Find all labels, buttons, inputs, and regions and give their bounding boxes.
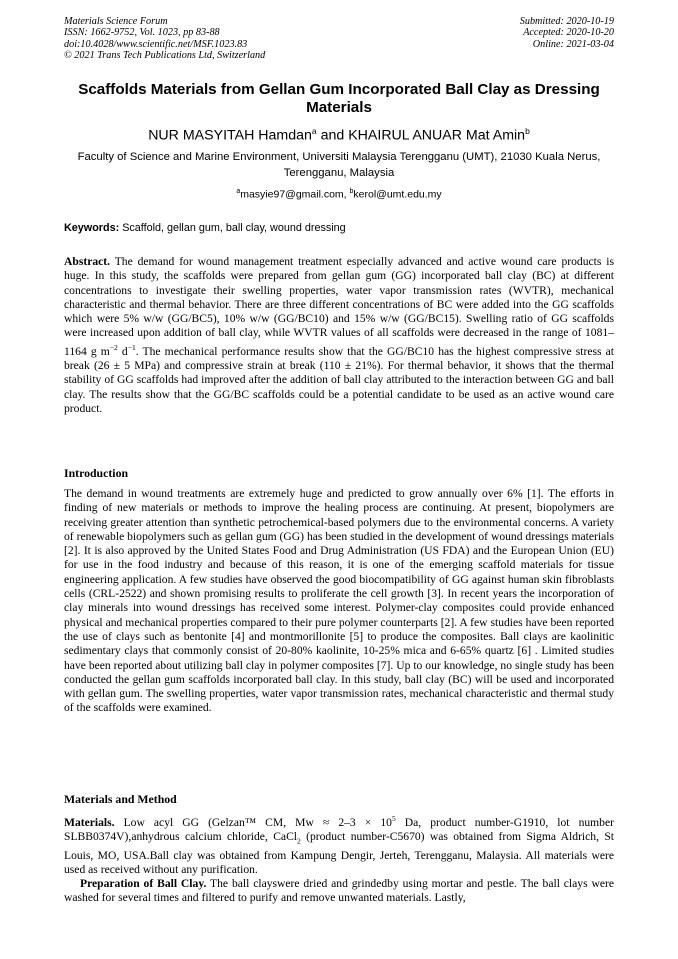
preparation-label: Preparation of Ball Clay. bbox=[80, 877, 207, 890]
author-emails bbox=[60, 185, 618, 202]
abstract-text: The demand for wound management treatment especially advanced and active wound care products is huge. In this study, the scaffolds were prepared from gellan gum (GG) incorporated ball clay (BC) at different concentrations to investigate their swelling properties, water vapor transmission rates (WVTR), mechanical characteristic and thermal behavior. There are three different concentrations of BC were added into the GG scaffolds which were 5% w/w (GG/BC5), 10% w/w (GG/BC10) and 15% w/w (GG/BC15). Swelling ratio of GG scaffolds were increased upon addition of ball clay, while WVTR values of all scaffolds were decreased in the range of 1081–1164 g m bbox=[64, 255, 614, 358]
affiliation: Faculty of Science and Marine Environment, Universiti Malaysia Terengganu (UMT), 21030 Kuala Nerus, Terengganu, Malaysia bbox=[77, 151, 601, 179]
materials-text: Low acyl GG (Gelzan™ CM, Mw ≈ 2–3 × 10 bbox=[114, 815, 392, 829]
keywords-label: Keywords: bbox=[64, 222, 120, 234]
abstract bbox=[64, 255, 614, 416]
dates-header bbox=[520, 16, 614, 50]
paper-title: Scaffolds Materials from Gellan Gum Incorporated Ball Clay as Dressing Materials bbox=[78, 81, 600, 116]
preparation-paragraph bbox=[64, 877, 614, 906]
materials-text: (product number-C5670) was obtained from Sigma Aldrich, St Louis, MO, USA.Ball clay was obtained from Kampung Dengir, Jerteh, Terengganu, Malaysia. All materials were used as received without any purification. bbox=[64, 830, 614, 877]
author-name: NUR MASYITAH Hamdan bbox=[148, 127, 312, 144]
abstract-text: d bbox=[117, 344, 128, 358]
journal-name: Materials Science Forum bbox=[64, 16, 168, 27]
authors bbox=[40, 123, 638, 145]
online-date: Online: 2021-03-04 bbox=[532, 38, 614, 50]
abstract-text: . The mechanical performance results show that the GG/BC10 has the highest compressive stress at break (26 ± 5 MPa) and compressive strain at break (110 ± 21%). For thermal behavior, it shows that the thermal stability of GG scaffolds had improved after the addition of ball clay attributed to the interaction between GG and ball clay. The results show that the GG/BC scaffolds could be a potential candidate to be used as an active wound care product. bbox=[64, 344, 614, 415]
submitted-date: Submitted: 2020-10-19 bbox=[519, 16, 614, 27]
author-name: KHAIRUL ANUAR Mat Amin bbox=[348, 127, 526, 144]
author-affil-mark: a bbox=[311, 126, 317, 136]
email-link[interactable]: masyie97@gmail.com, bbox=[240, 188, 350, 201]
exponent: 5 bbox=[391, 814, 396, 823]
exponent: −1 bbox=[127, 342, 136, 352]
doi-link[interactable]: doi:10.4028/www.scientific.net/MSF.1023.83 bbox=[64, 38, 248, 50]
exponent: −2 bbox=[109, 342, 118, 352]
abstract-label: Abstract. bbox=[64, 255, 111, 268]
accepted-date: Accepted: 2020-10-20 bbox=[523, 27, 614, 39]
materials-paragraph bbox=[64, 812, 614, 877]
issn: ISSN: 1662-9752, Vol. 1023, pp 83-88 bbox=[64, 27, 220, 39]
copyright: © 2021 Trans Tech Publications Ltd, Switzerland bbox=[64, 50, 266, 62]
section-heading-introduction: Introduction bbox=[64, 466, 129, 480]
author-conjunction: and bbox=[316, 127, 349, 144]
keywords bbox=[64, 221, 614, 235]
materials-label: Materials. bbox=[64, 815, 115, 829]
section-heading-materials-method: Materials and Method bbox=[64, 792, 177, 806]
keywords-text: Scaffold, gellan gum, ball clay, wound dressing bbox=[119, 222, 346, 234]
subscript: 2 bbox=[297, 836, 301, 846]
introduction-text: The demand in wound treatments are extremely huge and predicted to grow annually over 6% [1]. The efforts in finding of new materials or methods to improve the healing process are continuing. At present, biopolymers are receiving greater attention than synthetic petrochemical-based polymers due to the environmental concerns. A variety of renewable biopolymers such as gellan gum (GG) has been studied in the development of wound dressings materials [2]. It is also approved by the United States Food and Drug Administration (US FDA) and the European Union (EU) for use in the food industry and because of this reason, it is one of the emerging scaffold materials for tissue engineering application. A few studies have observed the good biocompatibility of GG against human skin fibroblasts cells (CRL-2522) and shown promising results to proliferate the cell growth [3]. In recent years the incorporation of clay minerals into wound dressings has received some interest. Polymer-clay composites could provide enhanced physical and mechanical properties compared to their pure polymer counterparts [2]. A few studies have been reported the use of clays such as bentonite [4] and montmorillonite [5] to produce the composites. Ball clays are kaolinitic sedimentary clays that commonly consist of 20-80% kaolinite, 10-25% mica and 6-65% quartz [6] . Limited studies have been reported about utilizing ball clay in polymer composites [7]. Up to our knowledge, no single study has been conducted the gellan gum scaffolds incorporated ball clay. In this study, ball clay (BC) will be used and incorporated with gellan gum. The swelling properties, water vapor transmission rates, mechanical characteristic and thermal study of the scaffolds were examined. bbox=[64, 487, 614, 715]
materials-text: Da, product number-G1910, lot number SLBB0374V),anhydrous calcium chloride, CaCl bbox=[64, 815, 614, 844]
author-affil-mark: b bbox=[525, 126, 530, 136]
preparation-text: The ball clayswere dried and grindedby using mortar and pestle. The ball clays were washed for several times and filtered to purify and remove unwanted materials. Lastly, bbox=[64, 877, 615, 905]
journal-header bbox=[64, 16, 265, 62]
email-link[interactable]: kerol@umt.edu.my bbox=[353, 188, 442, 201]
email-mark: a bbox=[236, 188, 241, 195]
email-mark: b bbox=[349, 188, 354, 195]
